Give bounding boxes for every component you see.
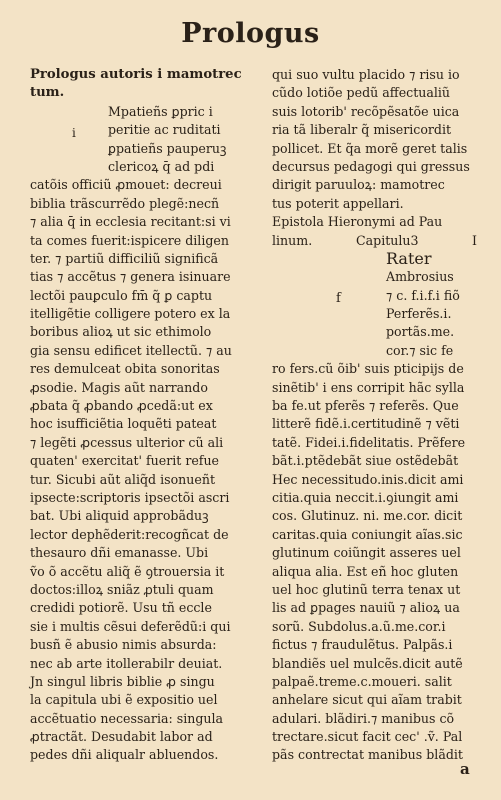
text-line: tus poterit appellari.: [272, 195, 404, 211]
text-line: Rater: [386, 248, 432, 268]
initial-guide-letter: i: [72, 126, 76, 140]
text-line: biblia trãscurrẽdo plegẽ:necñ: [30, 195, 220, 211]
prologue-heading-line: Prologus autoris i mamotrec: [30, 67, 242, 82]
text-line: cũdo lotiõe pedũ affectualiũ: [272, 85, 451, 101]
text-line: tias ⁊ accẽtus ⁊ genera isinuare: [30, 269, 231, 285]
text-line: cor.⁊ sic fe: [386, 342, 454, 358]
text-line: credidi potiorẽ. Usu tñ eccle: [30, 600, 212, 616]
right-column: [272, 66, 477, 765]
text-line: Hec necessitudo.inis.dicit ami: [272, 471, 464, 487]
text-line: tatẽ. Fidei.i.fidelitatis. Prẽfere: [272, 434, 466, 450]
text-line: suis lotorib' recõpẽsatõe uica: [272, 103, 460, 119]
text-line: bat. Ubi aliquid approbãduꝫ: [30, 508, 209, 524]
text-line: pãs contrectat manibus blãdit: [272, 747, 463, 763]
text-line: pedes dñi aliqualr abluendos.: [30, 747, 219, 763]
right-top-lines: [272, 66, 477, 213]
text-line: ro fers.cũ õib' suis pticipijs de: [272, 361, 464, 377]
text-line: trectare.sicut facit cec' .ṽ. Pal: [272, 729, 463, 745]
text-line: blandiẽs uel mulcẽs.dicit autẽ: [272, 655, 463, 671]
text-line: la capitula ubi ẽ expositio uel: [30, 692, 218, 708]
text-line: quaten' exercitat' fuerit refue: [30, 453, 220, 469]
text-line: adulari. blãdiri.⁊ manibus cõ: [272, 710, 455, 726]
text-line: sorũ. Subdolus.a.ũ.me.cor.i: [272, 618, 446, 634]
text-line: busñ ẽ abusio nimis absurda:: [30, 637, 217, 653]
text-line: res demulceat obita sonoritas: [30, 361, 220, 377]
text-line: ꝓsodie. Magis aũt narrando: [30, 379, 208, 395]
text-line: tur. Sicubi aũt aliq̃d isonueñt: [30, 471, 216, 487]
text-line: palpaẽ.treme.c.moueri. salit: [272, 673, 452, 689]
text-line: clericoꝝ q̄ ad pdi: [108, 158, 215, 174]
text-line: caritas.quia coniungit aĩas.sic: [272, 526, 463, 542]
text-line: sinẽtib' i ens corripit hãc sylla: [272, 379, 465, 395]
text-line: ⁊ c. f.i.f.i fiõ: [386, 287, 460, 303]
epistle-title-line-2: [272, 232, 477, 250]
text-line: ṽo õ accẽtu aliq̃ ẽ ꝯtrouersia it: [30, 563, 225, 579]
capitulum-label: Capitulu3: [356, 232, 419, 248]
text-line: ba fe.ut pferẽs ⁊ referẽs. Que: [272, 398, 459, 414]
text-line: catõis officiũ ꝓmouet: decreui: [30, 177, 222, 193]
right-body-lines: [272, 360, 477, 765]
text-line: bãt.i.ptẽdebãt siue ostẽdebãt: [272, 453, 459, 469]
left-body-lines: [30, 176, 260, 765]
text-line: ta comes fuerit:ispicere diligen: [30, 232, 229, 248]
text-line: Perferẽs.i.: [386, 306, 452, 322]
text-line: litterẽ fidẽ.i.certitudinẽ ⁊ vẽti: [272, 416, 460, 432]
text-line: sie i multis cẽsui deferẽdũ:i qui: [30, 618, 231, 634]
text-line: itelligẽtie colligere potero ex la: [30, 306, 231, 322]
text-line: ter. ⁊ partiũ difficiliũ significã: [30, 250, 219, 266]
text-line: cos. Glutinuz. ni. me.cor. dicit: [272, 508, 463, 524]
text-line: Jn singul libris biblie ꝓ singu: [30, 673, 215, 689]
text-line: ꝓbata q̃ ꝓbando ꝓcedã:ut ex: [30, 398, 213, 414]
initial-guide-letter: f: [336, 291, 341, 306]
text-line: accẽtuatio necessaria: singula: [30, 710, 224, 726]
chapter-number: I: [472, 232, 477, 248]
text-line: lectõi pauꝑculo fm̄ q̃ ꝑ captu: [30, 287, 213, 303]
text-line: ꝓtractãt. Desudabit labor ad: [30, 729, 213, 745]
text-line: uel hoc glutinũ terra tenax ut: [272, 581, 461, 597]
text-line: ꝑpatieñs pauperuꝫ: [108, 140, 227, 156]
text-line: lector dephẽderit:recogñcat de: [30, 526, 229, 542]
text-line: Ambrosius: [386, 269, 454, 285]
text-line: decursus pedagogi qui gressus: [272, 158, 470, 174]
text-line: ria tã liberalr q̃ misericordit: [272, 122, 452, 138]
running-head: Prologus: [181, 18, 320, 49]
text-line: hoc isufficiẽtia loquẽti pateat: [30, 416, 217, 432]
folio-signature: a: [460, 760, 470, 778]
text-line: doctos:illoꝝ sniãz ꝓtuli quam: [30, 581, 214, 597]
text-line: thesauro dñi emanasse. Ubi: [30, 545, 209, 561]
text-line: anhelare sicut qui aĩam trabit: [272, 692, 462, 708]
text-line: gia sensu edificet itellectũ. ⁊ au: [30, 342, 232, 358]
text-line: peritie ac ruditati: [108, 122, 221, 138]
text-line: aliqua alia. Est eñ hoc gluten: [272, 563, 459, 579]
prologue-heading-line: tum.: [30, 85, 65, 101]
text-line: Mpatieñs ꝑpric i: [108, 103, 213, 119]
text-line: pollicet. Et q̃a morẽ geret talis: [272, 140, 468, 156]
text-line: fictus ⁊ fraudulẽtus. Palpãs.i: [272, 637, 453, 653]
text-line: lis ad ꝑpages nauiũ ⁊ alioꝝ ua: [272, 600, 460, 616]
text-line: qui suo vultu placido ⁊ risu io: [272, 67, 460, 82]
text-line: ⁊ legẽti ꝓcessus ulterior cũ ali: [30, 434, 224, 450]
text-line: boribus alioꝝ ut sic ethimolo: [30, 324, 212, 340]
text-line: portãs.me.: [386, 324, 455, 340]
epistle-word: linum.: [272, 232, 313, 248]
left-column: [30, 66, 260, 765]
epistle-title-line: Epistola Hieronymi ad Pau: [272, 214, 443, 230]
text-line: citia.quia neccit.i.ꝯiungit ami: [272, 489, 459, 505]
text-line: ⁊ alia q̄ in ecclesia recitant:si vi: [30, 214, 231, 230]
text-line: ipsecte:scriptoris ipsectõi ascri: [30, 489, 230, 505]
text-line: dirigit paruuloꝝ: mamotrec: [272, 177, 445, 193]
text-line: nec ab arte itollerabilr deuiat.: [30, 655, 223, 671]
text-line: glutinum coiũngit asseres uel: [272, 545, 461, 561]
